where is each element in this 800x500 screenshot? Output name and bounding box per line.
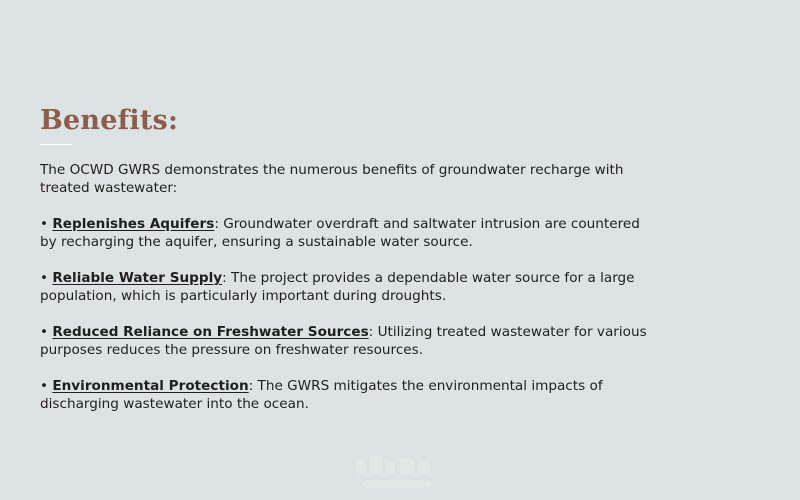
benefit-description: : The GWRS mitigates the environmental impacts of discharging wastewater into the ocean. <box>40 378 603 412</box>
bullet: • <box>40 324 53 340</box>
benefit-term: Reliable Water Supply <box>52 270 223 286</box>
bullet: • <box>40 216 53 232</box>
benefit-item-environmental-protection <box>40 377 660 413</box>
watermark-icon <box>350 452 446 496</box>
benefit-description: : The project provides a dependable water source for a large population, which is particularly important during droughts. <box>40 270 635 304</box>
benefit-term: Environmental Protection <box>52 378 249 394</box>
benefit-description: : Groundwater overdraft and saltwater intrusion are countered by recharging the aquifer, ensuring a sustainable water source. <box>40 216 640 250</box>
bullet: • <box>40 270 53 286</box>
benefit-term: Reduced Reliance on Freshwater Sources <box>52 324 369 340</box>
benefit-item-replenishes-aquifers <box>40 215 660 251</box>
title-underline <box>40 144 72 145</box>
bullet: • <box>40 378 53 394</box>
benefit-item-reliable-water-supply <box>40 269 660 305</box>
slide-title: Benefits: <box>40 105 179 136</box>
slide-content <box>40 104 660 431</box>
intro-paragraph: The OCWD GWRS demonstrates the numerous benefits of groundwater recharge with treated wastewater: <box>40 162 624 196</box>
benefit-item-reduced-reliance <box>40 323 660 359</box>
benefit-term: Replenishes Aquifers <box>52 216 215 232</box>
benefit-description: : Utilizing treated wastewater for various purposes reduces the pressure on freshwater resources. <box>40 324 647 358</box>
